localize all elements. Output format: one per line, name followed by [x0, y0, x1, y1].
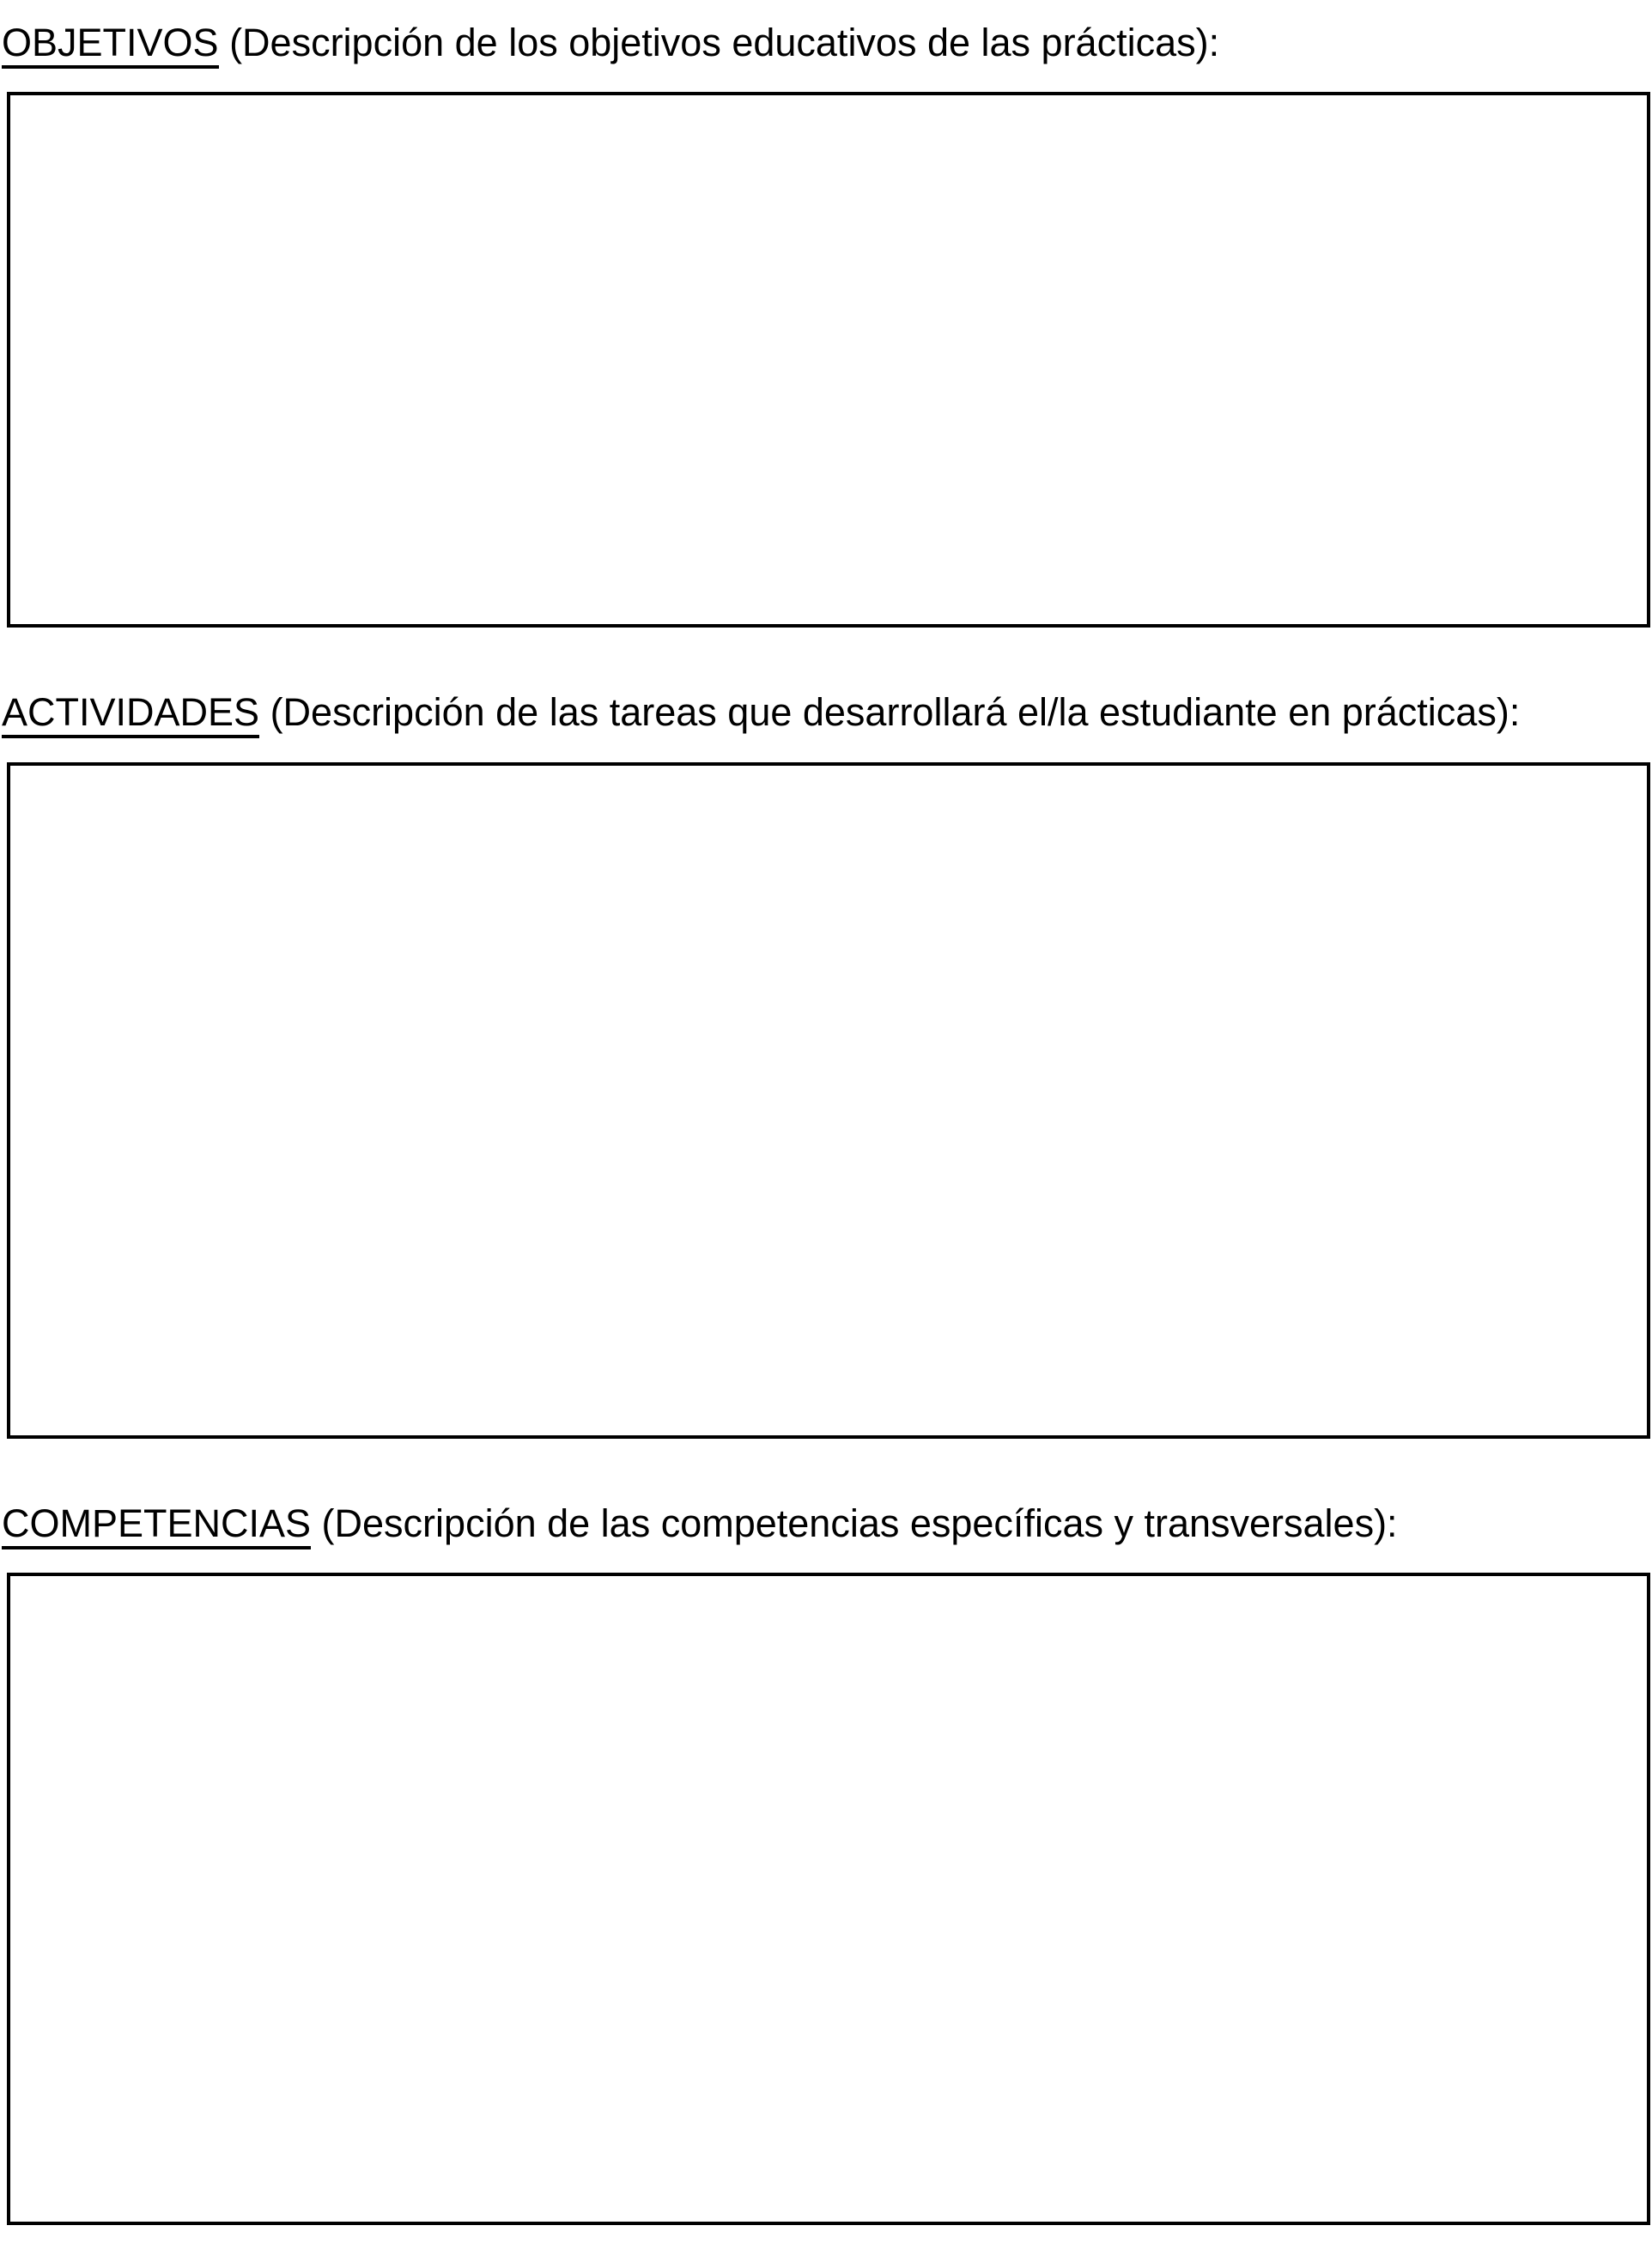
section-title-actividades: ACTIVIDADES: [2, 690, 259, 738]
section-heading-competencias: [2, 1501, 1398, 1549]
section-description-objetivos: (Descripción de los objetivos educativos de las prácticas):: [218, 21, 1220, 64]
actividades-input-box[interactable]: [7, 762, 1650, 1439]
section-description-competencias: (Descripción de las competencias específicas y transversales):: [311, 1501, 1398, 1545]
section-title-objetivos: OBJETIVOS: [2, 21, 219, 69]
section-description-actividades: (Descripción de las tareas que desarrollará el/la estudiante en prácticas):: [259, 690, 1521, 734]
section-heading-objetivos: [2, 21, 1219, 69]
objetivos-input-box[interactable]: [7, 92, 1650, 628]
competencias-input-box[interactable]: [7, 1573, 1650, 2225]
section-heading-actividades: [2, 690, 1520, 738]
section-title-competencias: COMPETENCIAS: [2, 1501, 311, 1549]
